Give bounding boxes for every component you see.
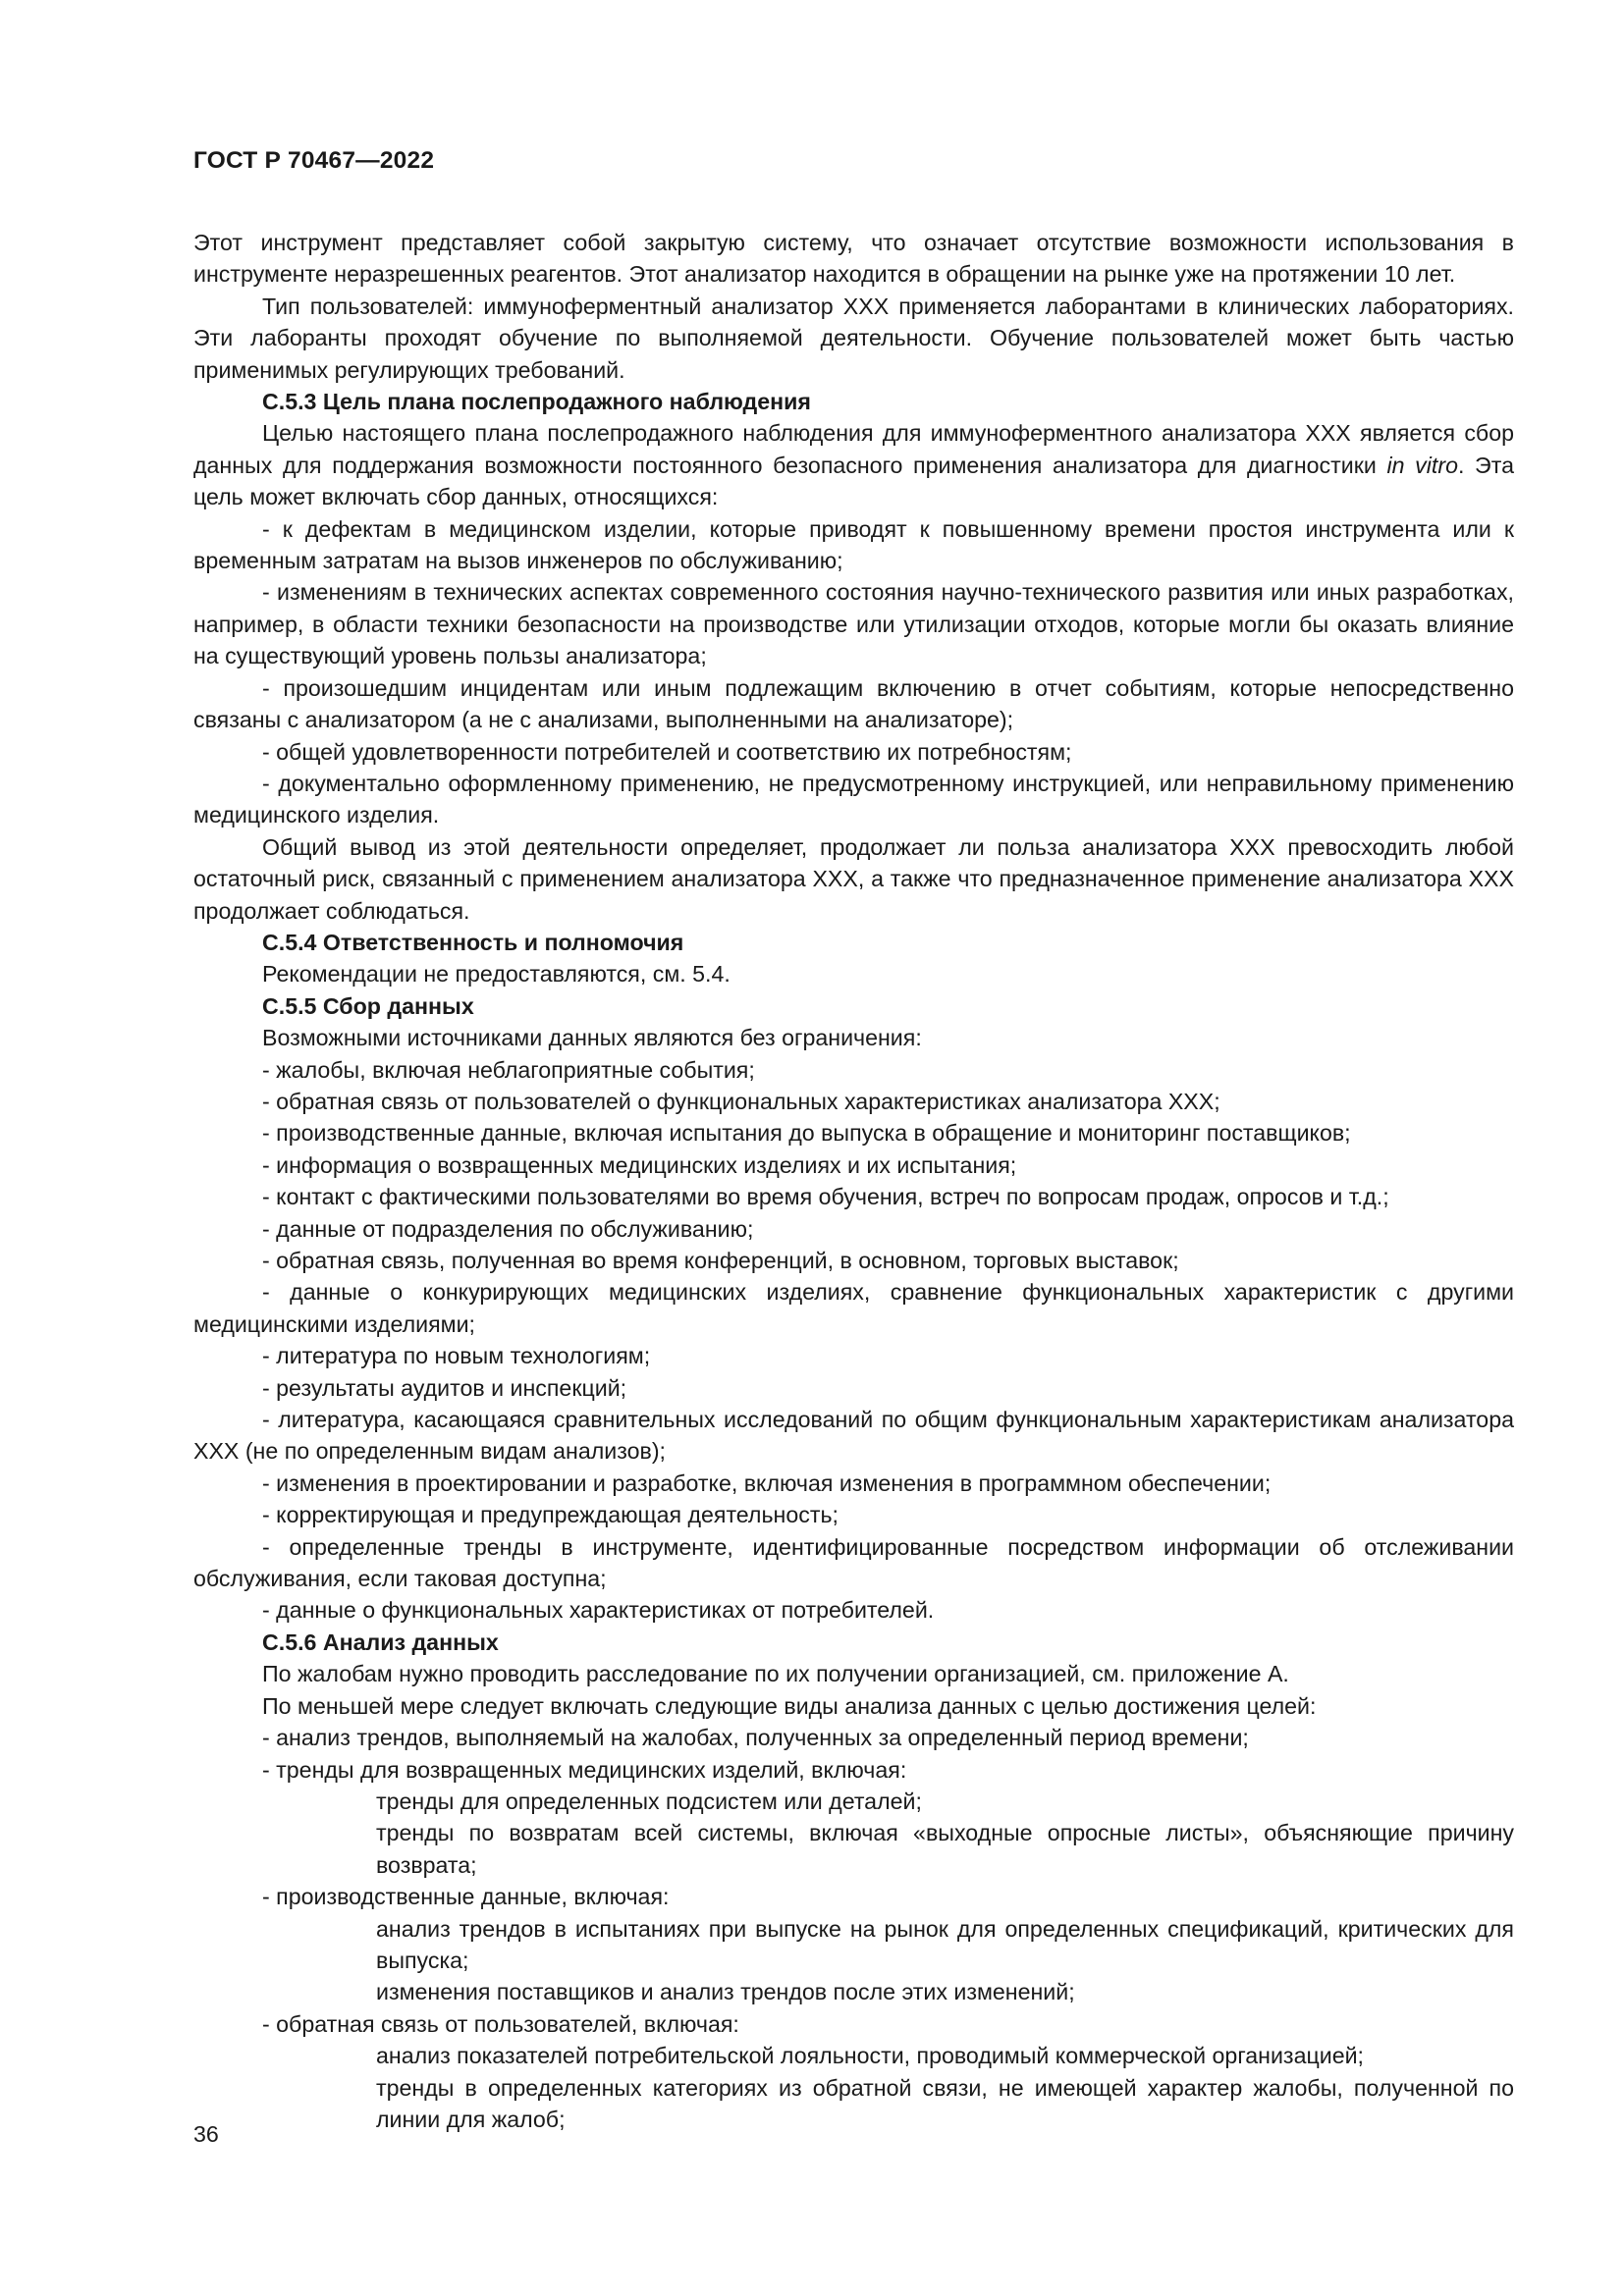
list-item: анализ трендов в испытаниях при выпуске на рынок для определенных спецификаций, критических для выпуска; — [376, 1915, 1514, 1973]
paragraph: Тип пользователей: иммуноферментный анализатор XXX применяется лаборантами в клинических лабораториях. Эти лаборанты проходят обучение по выполняемой деятельности. Обучение пользователей может быть частью применимых регулирующих требований. — [193, 293, 1514, 383]
section-heading: С.5.4 Ответственность и полномочия — [262, 929, 684, 955]
paragraph: - изменения в проектировании и разработке, включая изменения в программном обеспечении; — [262, 1469, 1272, 1496]
paragraph: - литература по новым технологиям; — [262, 1343, 651, 1369]
paragraph: - изменениям в технических аспектах современного состояния научно-технического развития или иных разработках, например, в области техники безопасности на производстве или утилизации отходов, которые могли бы оказать влияние на существующий уровень пользы анализатора; — [193, 579, 1514, 669]
paragraph: - данные о конкурирующих медицинских изделиях, сравнение функциональных характеристик с другими медицинскими изделиями; — [193, 1279, 1514, 1337]
paragraph: Общий вывод из этой деятельности определяет, продолжает ли польза анализатора XXX превосходить любой остаточный риск, связанный с применением анализатора XXX, а также что предназначенное применение анализатора XXX продолжает соблюдаться. — [193, 833, 1514, 924]
paragraph: По жалобам нужно проводить расследование по их получении организацией, см. приложение А. — [262, 1661, 1289, 1687]
paragraph: По меньшей мере следует включать следующие виды анализа данных с целью достижения целей: — [262, 1692, 1317, 1719]
paragraph: - документально оформленному применению, не предусмотренному инструкцией, или неправильному применению медицинского изделия. — [193, 770, 1514, 828]
paragraph: Рекомендации не предоставляются, см. 5.4. — [262, 961, 731, 988]
list-item: - тренды для возвращенных медицинских изделий, включая: — [262, 1756, 907, 1783]
paragraph: Возможными источниками данных являются без ограничения: — [262, 1025, 922, 1051]
list-item: тренды в определенных категориях из обратной связи, не имеющей характер жалобы, полученной по линии для жалоб; — [376, 2074, 1514, 2132]
list-item: - анализ трендов, выполняемый на жалобах, полученных за определенный период времени; — [262, 1725, 1249, 1751]
paragraph: - информация о возвращенных медицинских изделиях и их испытания; — [262, 1151, 1017, 1178]
section-heading: С.5.6 Анализ данных — [262, 1629, 499, 1655]
paragraph: - контакт с фактическими пользователями во время обучения, встреч по вопросам продаж, опросов и т.д.; — [262, 1184, 1389, 1210]
paragraph: - обратная связь от пользователей о функциональных характеристиках анализатора XXX; — [262, 1088, 1220, 1114]
paragraph: - производственные данные, включая испытания до выпуска в обращение и мониторинг поставщиков; — [262, 1120, 1351, 1147]
paragraph: - данные от подразделения по обслуживанию; — [262, 1215, 754, 1242]
list-item: тренды по возвратам всей системы, включая «выходные опросные листы», объясняющие причину возврата; — [376, 1820, 1514, 1878]
paragraph: Целью настоящего плана послепродажного наблюдения для иммуноферментного анализатора XXX является сбор данных для поддержания возможности постоянного безопасного применения анализатора для диагностики in vitro. Эта цель может включать сбор данных, относящихся: — [193, 420, 1514, 510]
paragraph: - результаты аудитов и инспекций; — [262, 1374, 627, 1401]
paragraph: - данные о функциональных характеристиках от потребителей. — [262, 1597, 935, 1624]
list-item: тренды для определенных подсистем или деталей; — [376, 1788, 922, 1814]
paragraph: Этот инструмент представляет собой закрытую систему, что означает отсутствие возможности использования в инструменте неразрешенных реагентов. Этот анализатор находится в обращении на рынке уже на протяжении 10 лет. — [193, 230, 1514, 288]
section-heading: С.5.5 Сбор данных — [262, 992, 474, 1019]
section-heading: С.5.3 Цель плана послепродажного наблюдения — [262, 389, 811, 415]
document-header: ГОСТ Р 70467—2022 — [193, 147, 435, 174]
paragraph: - обратная связь, полученная во время конференций, в основном, торговых выставок; — [262, 1248, 1179, 1273]
paragraph: - к дефектам в медицинском изделии, которые приводят к повышенному времени простоя инструмента или к временным затратам на вызов инженеров по обслуживанию; — [193, 515, 1514, 574]
list-item: анализ показателей потребительской лояльности, проводимый коммерческой организацией; — [376, 2043, 1364, 2069]
paragraph: - жалобы, включая неблагоприятные события; — [262, 1056, 755, 1083]
paragraph: - корректирующая и предупреждающая деятельность; — [262, 1502, 839, 1528]
paragraph: - общей удовлетворенности потребителей и соответствию их потребностям; — [262, 738, 1072, 765]
paragraph: - определенные тренды в инструменте, идентифицированные посредством информации об отслеживании обслуживания, если таковая доступна; — [193, 1533, 1514, 1592]
paragraph: - литература, касающаяся сравнительных исследований по общим функциональным характеристикам анализатора XXX (не по определенным видам анализов); — [193, 1407, 1514, 1465]
list-item: - производственные данные, включая: — [262, 1884, 670, 1910]
page-number: 36 — [193, 2121, 219, 2147]
list-item: изменения поставщиков и анализ трендов после этих изменений; — [376, 1979, 1075, 2005]
list-item: - обратная связь от пользователей, включая: — [262, 2010, 739, 2037]
document-body — [193, 227, 1514, 2135]
paragraph: - произошедшим инцидентам или иным подлежащим включению в отчет событиям, которые непосредственно связаны с анализатором (а не с анализами, выполненными на анализаторе); — [193, 674, 1514, 733]
